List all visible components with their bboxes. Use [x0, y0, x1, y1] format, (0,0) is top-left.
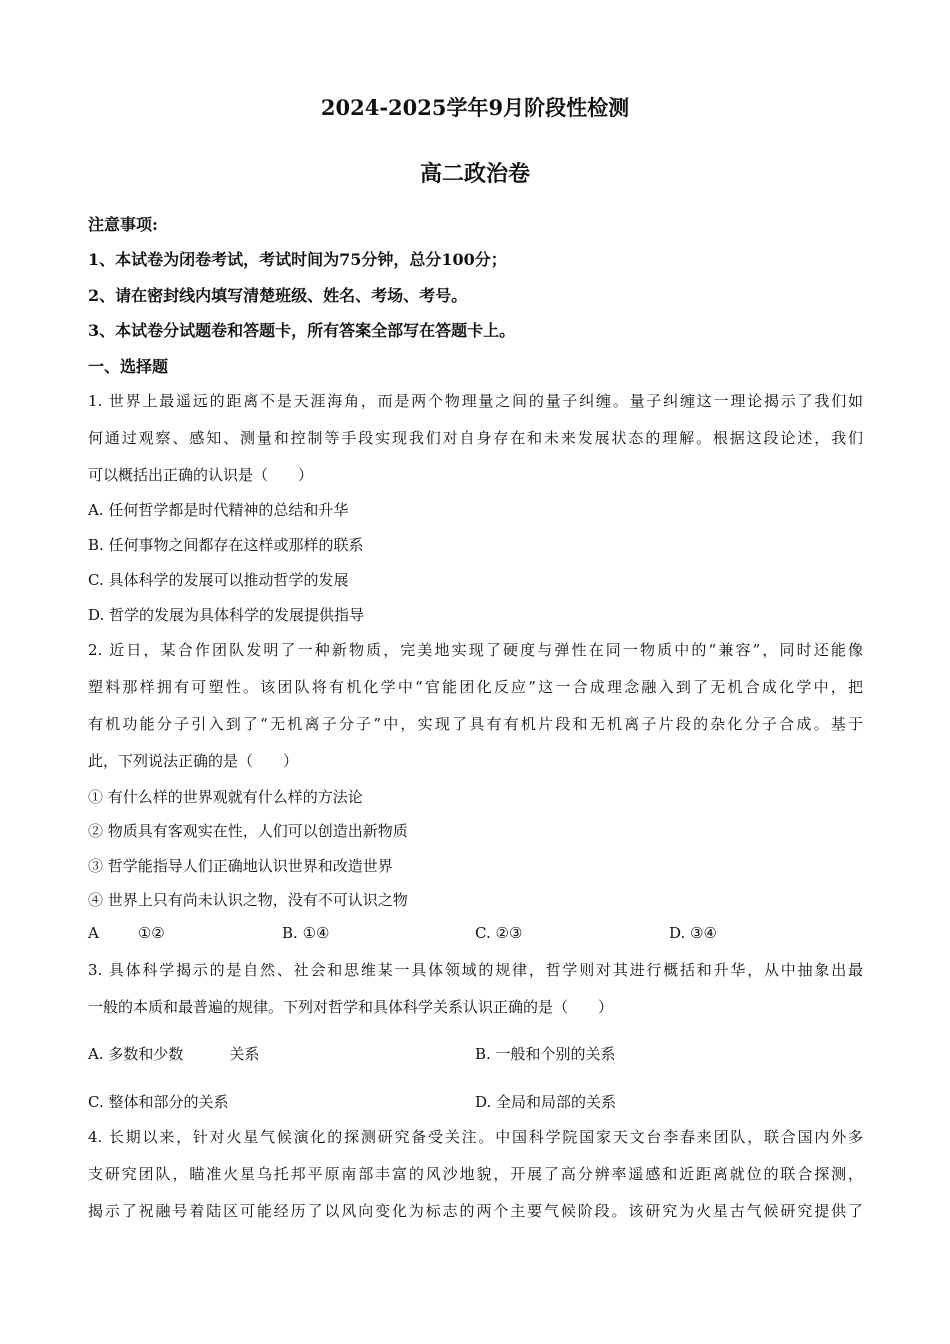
q3-option-a-value: 关系 [229, 1045, 260, 1063]
q3-option-b-label: B. 一般和个别的关系 [475, 1045, 616, 1063]
q3-option-d-label: D. 全局和局部的关系 [475, 1093, 617, 1111]
q2-option-b-value: ①④ [302, 924, 330, 942]
q4-stem-line: 4. 长期以来，针对火星气候演化的探测研究备受关注。中国科学院国家天文台李春来团队，联合国内外多 [88, 1128, 863, 1146]
section-title: 一、选择题 [88, 357, 169, 376]
q1-option-a: A. 任何哲学都是时代精神的总结和升华 [88, 501, 349, 519]
q2-option-d-value: ③④ [690, 924, 717, 942]
q1-stem-line: 1. 世界上最遥远的距离不是天涯海角，而是两个物理量之间的量子纠缠。量子纠缠这一理论揭示了我们如 [88, 392, 863, 410]
q2-statement: ① 有什么样的世界观就有什么样的方法论 [88, 788, 363, 806]
q1-option-c: C. 具体科学的发展可以推动哲学的发展 [88, 571, 349, 589]
notice-item: 1、本试卷为闭卷考试，考试时间为75分钟，总分100分； [88, 250, 507, 269]
q2-statement: ② 物质具有客观实在性，人们可以创造出新物质 [88, 822, 408, 840]
q1-option-b: B. 任何事物之间都存在这样或那样的联系 [88, 536, 364, 554]
q2-option-b-label: B. [282, 924, 298, 942]
q2-statement: ④ 世界上只有尚未认识之物，没有不可认识之物 [88, 891, 408, 909]
q1-stem-line: 可以概括出正确的认识是（ ） [88, 466, 314, 484]
q2-option-a [88, 924, 165, 942]
q2-stem-line: 有机功能分子引入到了“无机离子分子”中，实现了具有有机片段和无机离子片段的杂化分子合成。基于 [88, 715, 863, 733]
q2-stem-line: 此，下列说法正确的是（ ） [88, 752, 299, 770]
q3-option-c [88, 1091, 228, 1112]
notice-item: 2、请在密封线内填写清楚班级、姓名、考场、考号。 [88, 286, 468, 305]
q2-option-a-value: ①② [137, 924, 165, 942]
q2-option-c-value: ②③ [495, 924, 523, 942]
q3-option-d [475, 1091, 616, 1112]
q2-option-c-label: C. [475, 924, 491, 942]
q2-option-b [282, 924, 329, 942]
q2-option-c [475, 924, 522, 942]
q2-stem-line: 塑料那样拥有可塑性。该团队将有机化学中“官能团化反应”这一合成理念融入到了无机合成化学中，把 [88, 678, 863, 696]
exam-subtitle: 高二政治卷 [419, 161, 530, 187]
notice-heading: 注意事项: [88, 215, 158, 234]
q3-stem-line: 一般的本质和最普遍的规律。下列对哲学和具体科学关系认识正确的是（ ） [88, 998, 614, 1016]
q2-option-d [669, 924, 717, 942]
q2-option-d-label: D. [669, 924, 686, 942]
q2-option-a-label: A [88, 924, 99, 942]
q1-stem-line: 何通过观察、感知、测量和控制等手段实现我们对自身存在和未来发展状态的理解。根据这段论述，我们 [88, 429, 863, 447]
q3-option-c-label: C. 整体和部分的关系 [88, 1093, 229, 1111]
q4-stem-line: 支研究团队，瞄准火星乌托邦平原南部丰富的风沙地貌，开展了高分辨率遥感和近距离就位的联合探测， [88, 1165, 863, 1183]
notice-item: 3、本试卷分试题卷和答题卡，所有答案全部写在答题卡上。 [88, 321, 516, 340]
q2-stem-line: 2. 近日，某合作团队发明了一种新物质，完美地实现了硬度与弹性在同一物质中的“兼容”，同时还能像 [88, 641, 863, 659]
q4-stem-line: 揭示了祝融号着陆区可能经历了以风向变化为标志的两个主要气候阶段。该研究为火星古气候研究提供了 [88, 1202, 863, 1220]
q3-option-b [475, 1043, 616, 1064]
q3-stem-line: 3. 具体科学揭示的是自然、社会和思维某一具体领域的规律，哲学则对其进行概括和升华，从中抽象出最 [88, 961, 863, 979]
q1-option-d: D. 哲学的发展为具体科学的发展提供指导 [88, 606, 365, 624]
q3-option-a [88, 1043, 259, 1064]
q2-statement: ③ 哲学能指导人们正确地认识世界和改造世界 [88, 857, 393, 875]
exam-title: 2024-2025学年9月阶段性检测 [320, 95, 630, 120]
q3-option-a-label: A. 多数和少数 [88, 1045, 184, 1063]
